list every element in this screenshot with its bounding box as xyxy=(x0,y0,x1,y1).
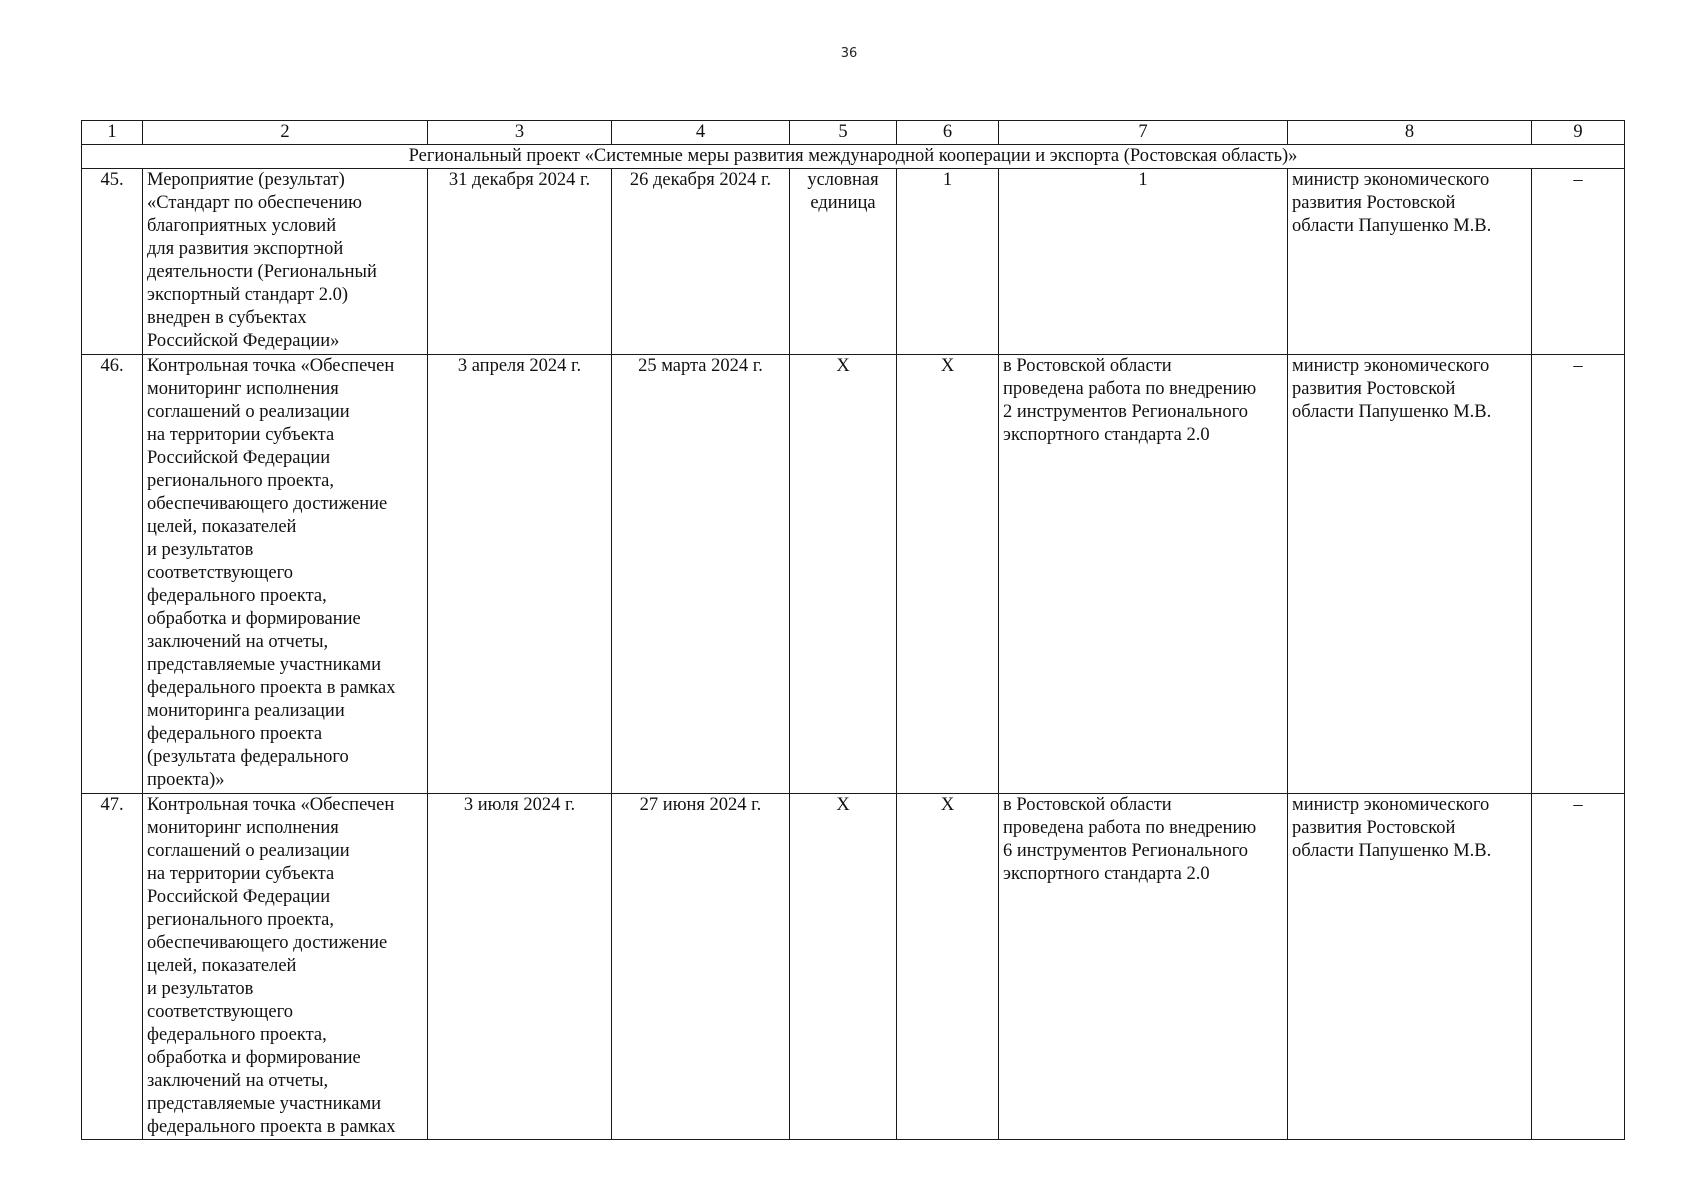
actual-date: 25 марта 2024 г. xyxy=(612,355,790,794)
row-number: 45. xyxy=(82,169,143,355)
table-row xyxy=(82,794,1625,1140)
header-cell: 6 xyxy=(897,121,999,145)
note: – xyxy=(1532,794,1625,1140)
header-row xyxy=(82,121,1625,145)
header-cell: 2 xyxy=(143,121,428,145)
result-text: в Ростовской области проведена работа по внедрению 6 инструментов Регионального экспортного стандарта 2.0 xyxy=(999,794,1288,1140)
table-row xyxy=(82,355,1625,794)
actual-date: 26 декабря 2024 г. xyxy=(612,169,790,355)
measure-name: Мероприятие (результат) «Стандарт по обеспечению благоприятных условий для развития экспортной деятельности (Региональный экспортный стандарт 2.0) внедрен в субъектах Российской Федерации» xyxy=(143,169,428,355)
responsible-person: министр экономического развития Ростовской области Папушенко М.В. xyxy=(1288,169,1532,355)
header-cell: 3 xyxy=(428,121,612,145)
header-cell: 8 xyxy=(1288,121,1532,145)
table-row xyxy=(82,169,1625,355)
result-text: 1 xyxy=(999,169,1288,355)
actual-date: 27 июня 2024 г. xyxy=(612,794,790,1140)
page-number: 36 xyxy=(840,46,858,61)
planned-value: X xyxy=(897,794,999,1140)
planned-date: 3 июля 2024 г. xyxy=(428,794,612,1140)
header-cell: 5 xyxy=(790,121,897,145)
header-cell: 4 xyxy=(612,121,790,145)
planned-value: 1 xyxy=(897,169,999,355)
planned-date: 3 апреля 2024 г. xyxy=(428,355,612,794)
planned-date: 31 декабря 2024 г. xyxy=(428,169,612,355)
section-title: Региональный проект «Системные меры развития международной кооперации и экспорта (Ростовская область)» xyxy=(82,145,1625,169)
note: – xyxy=(1532,169,1625,355)
unit-of-measure: условная единица xyxy=(790,169,897,355)
row-number: 46. xyxy=(82,355,143,794)
measure-name: Контрольная точка «Обеспечен мониторинг исполнения соглашений о реализации на территории субъекта Российской Федерации регионального проекта, обеспечивающего достижение целей, показателей и результатов соответствующего федерального проекта, обработка и формирование заключений на отчеты, представляемые участниками федерального проекта в рамках xyxy=(143,794,428,1140)
unit-of-measure: X xyxy=(790,794,897,1140)
measures-table xyxy=(81,120,1625,1140)
unit-of-measure: X xyxy=(790,355,897,794)
section-row xyxy=(82,145,1625,169)
header-cell: 1 xyxy=(82,121,143,145)
header-cell: 9 xyxy=(1532,121,1625,145)
result-text: в Ростовской области проведена работа по внедрению 2 инструментов Регионального экспортного стандарта 2.0 xyxy=(999,355,1288,794)
planned-value: X xyxy=(897,355,999,794)
responsible-person: министр экономического развития Ростовской области Папушенко М.В. xyxy=(1288,355,1532,794)
measure-name: Контрольная точка «Обеспечен мониторинг исполнения соглашений о реализации на территории субъекта Российской Федерации регионального проекта, обеспечивающего достижение целей, показателей и результатов соответствующего федерального проекта, обработка и формирование заключений на отчеты, представляемые участниками федерального проекта в рамках мониторинга реализации федерального проекта (результата федерального проекта)» xyxy=(143,355,428,794)
row-number: 47. xyxy=(82,794,143,1140)
responsible-person: министр экономического развития Ростовской области Папушенко М.В. xyxy=(1288,794,1532,1140)
header-cell: 7 xyxy=(999,121,1288,145)
note: – xyxy=(1532,355,1625,794)
